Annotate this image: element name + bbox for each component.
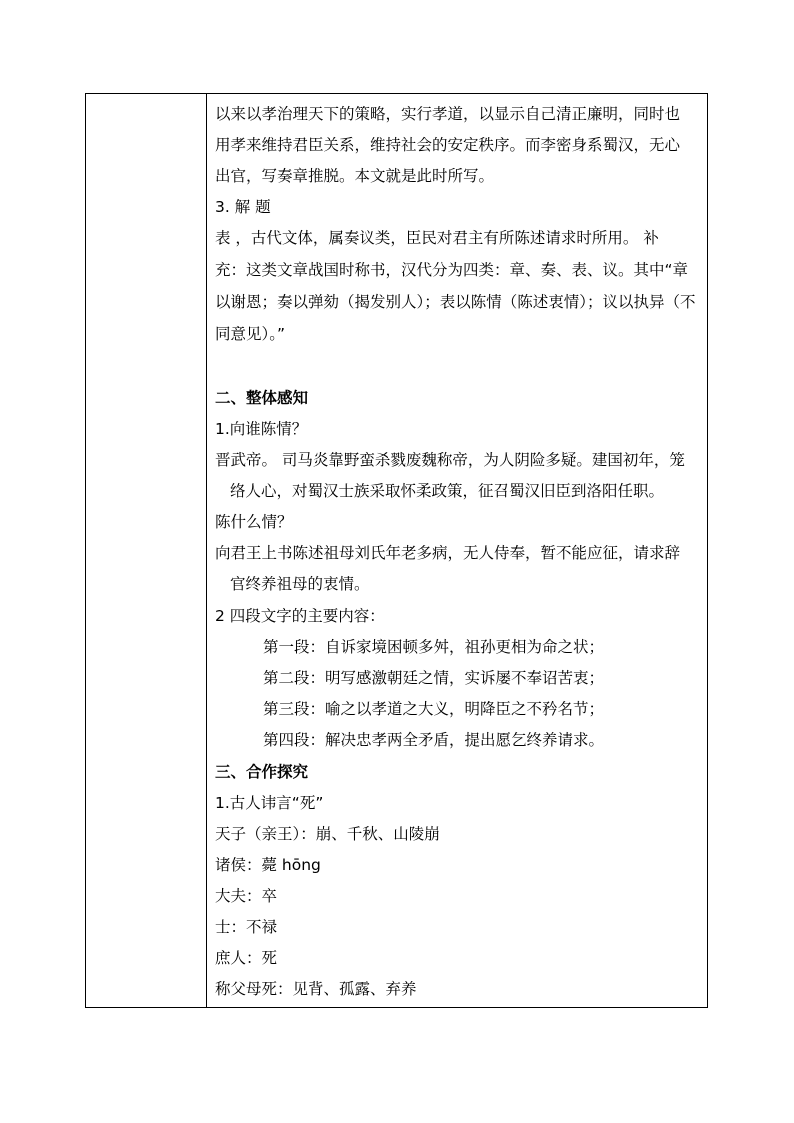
text-line: 以谢恩；奏以弹劾（揭发别人）；表以陈情（陈述衷情）；议以执异（不	[215, 293, 696, 311]
list-item: 第三段：喻之以孝道之大义，明降臣之不矜名节；	[263, 700, 605, 718]
question: 1.向谁陈情？	[215, 420, 308, 438]
list-item: 第四段：解决忠孝两全矛盾，提出愿乞终养请求。	[263, 731, 605, 749]
list-item: 士：不禄	[215, 918, 278, 936]
list-item: 称父母死：见背、孤露、弃养	[215, 980, 417, 998]
list-item: 庶人：死	[215, 949, 278, 967]
document-table	[85, 93, 708, 1008]
subheading: 1.古人讳言“死”	[215, 794, 324, 812]
text-line: 用孝来维持君臣关系，维持社会的安定秩序。而李密身系蜀汉，无心	[215, 136, 681, 154]
text-line: 官终养祖母的衷情。	[230, 575, 370, 593]
left-column-cell	[86, 94, 207, 1007]
text-line: 出官，写奏章推脱。本文就是此时所写。	[215, 167, 495, 185]
list-item: 诸侯：薨 hōng	[215, 856, 321, 874]
text-line: 充：这类文章战国时称书，汉代分为四类：章、奏、表、议。其中“章	[215, 261, 689, 279]
text-line: 晋武帝。 司马炎靠野蛮杀戮废魏称帝，为人阴险多疑。建国初年，笼	[215, 451, 685, 469]
section-heading: 二、整体感知	[215, 389, 309, 407]
list-item: 第一段：自诉家境困顿多舛，祖孙更相为命之状；	[263, 638, 605, 656]
subheading: 2 四段文字的主要内容：	[215, 607, 385, 625]
text-line: 以来以孝治理天下的策略，实行孝道，以显示自己清正廉明，同时也	[215, 105, 681, 123]
section-heading: 三、合作探究	[215, 763, 309, 781]
section-heading: 3. 解 题	[215, 198, 271, 216]
text-line: 向君王上书陈述祖母刘氏年老多病，无人侍奉，暂不能应征，请求辞	[215, 544, 681, 562]
question: 陈什么情？	[215, 513, 293, 531]
list-item: 大夫：卒	[215, 887, 278, 905]
list-item: 第二段：明写感激朝廷之情，实诉屡不奉诏苦衷；	[263, 669, 605, 687]
text-line: 表 ，古代文体，属奏议类，臣民对君主有所陈述请求时所用。 补	[215, 229, 659, 247]
list-item: 天子（亲王）：崩、千秋、山陵崩	[215, 825, 440, 843]
text-line: 同意见）。”	[215, 325, 286, 343]
text-line: 络人心，对蜀汉士族采取怀柔政策，征召蜀汉旧臣到洛阳任职。	[230, 482, 665, 500]
